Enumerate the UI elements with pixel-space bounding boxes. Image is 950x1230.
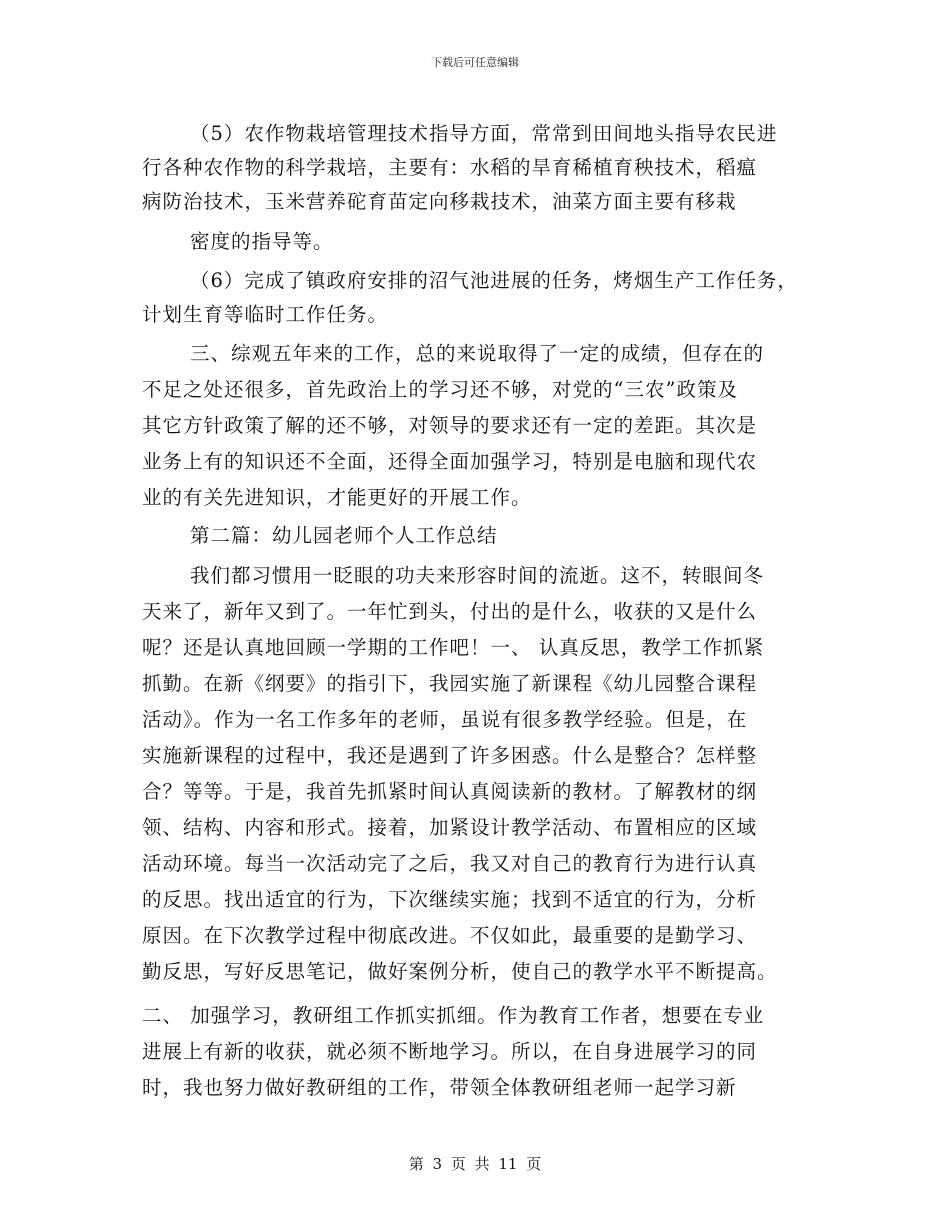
text-line: 业务上有的知识还不全面，还得全面加强学习，特别是电脑和现代农 (142, 450, 758, 473)
text-line: 行各种农作物的科学栽培，主要有：水稻的旱育稀植育秧技术，稻瘟 (142, 156, 758, 179)
text-line: 我们都习惯用一眨眼的功夫来形容时间的流逝。这不，转眼间冬 (190, 564, 765, 587)
text-line: 活动环境。每当一次活动完了之后，我又对自己的教育行为进行认真 (142, 852, 758, 875)
text-line: （5）农作物栽培管理技术指导方面，常常到田间地头指导农民进 (190, 122, 778, 145)
text-line: 合？等等。于是，我首先抓紧时间认真阅读新的教材。了解教材的纲 (142, 780, 758, 803)
text-line: 进展上有新的收获，就必须不断地学习。所以，在自身进展学习的同 (142, 1040, 758, 1063)
text-line: 不足之处还很多，首先政治上的学习还不够，对党的“三农”政策及 (142, 378, 738, 401)
text-line: 活动》。作为一名工作多年的老师，虽说有很多教学经验。但是，在 (142, 708, 748, 731)
text-line: 领、结构、内容和形式。接着，加紧设计教学活动、布置相应的区域 (142, 816, 758, 839)
text-line: 呢？还是认真地回顾一学期的工作吧！一、 认真反思，教学工作抓紧 (142, 636, 765, 659)
text-line: 抓勤。在新《纲要》的指引下，我园实施了新课程《幼儿园整合课程 (142, 672, 758, 695)
page-header: 下载后可任意编辑 (431, 56, 519, 69)
text-line: 勤反思，写好反思笔记，做好案例分析，使自己的教学水平不断提高。 (142, 960, 778, 983)
text-line: （6）完成了镇政府安排的沼气池进展的任务，烤烟生产工作任务， (190, 269, 798, 292)
text-line: 密度的指导等。 (190, 230, 334, 253)
text-line: 实施新课程的过程中，我还是遇到了许多困惑。什么是整合？怎样整 (142, 744, 758, 767)
text-line: 天来了，新年又到了。一年忙到头，付出的是什么，收获的又是什么 (142, 600, 758, 623)
text-line: 二、 加强学习，教研组工作抓实抓细。作为教育工作者，想要在专业 (142, 1004, 765, 1027)
text-line: 业的有关先进知识，才能更好的开展工作。 (142, 486, 532, 509)
text-line: 的反思。找出适宜的行为，下次继续实施；找到不适宜的行为，分析 (142, 888, 758, 911)
page-footer: 第 3 页 共 11 页 (408, 1155, 542, 1173)
text-line: 病防治技术，玉米营养砣育苗定向移栽技术，油菜方面主要有移栽 (142, 190, 737, 213)
text-line: 时，我也努力做好教研组的工作，带领全体教研组老师一起学习新 (142, 1076, 737, 1099)
text-line: 三、综观五年来的工作，总的来说取得了一定的成绩，但存在的 (190, 342, 765, 365)
text-line: 计划生育等临时工作任务。 (142, 303, 389, 326)
text-line: 其它方针政策了解的还不够，对领导的要求还有一定的差距。其次是 (142, 414, 758, 437)
section-title: 第二篇：幼儿园老师个人工作总结 (190, 524, 498, 547)
text-line: 原因。在下次教学过程中彻底改进。不仅如此，最重要的是勤学习、 (142, 924, 758, 947)
